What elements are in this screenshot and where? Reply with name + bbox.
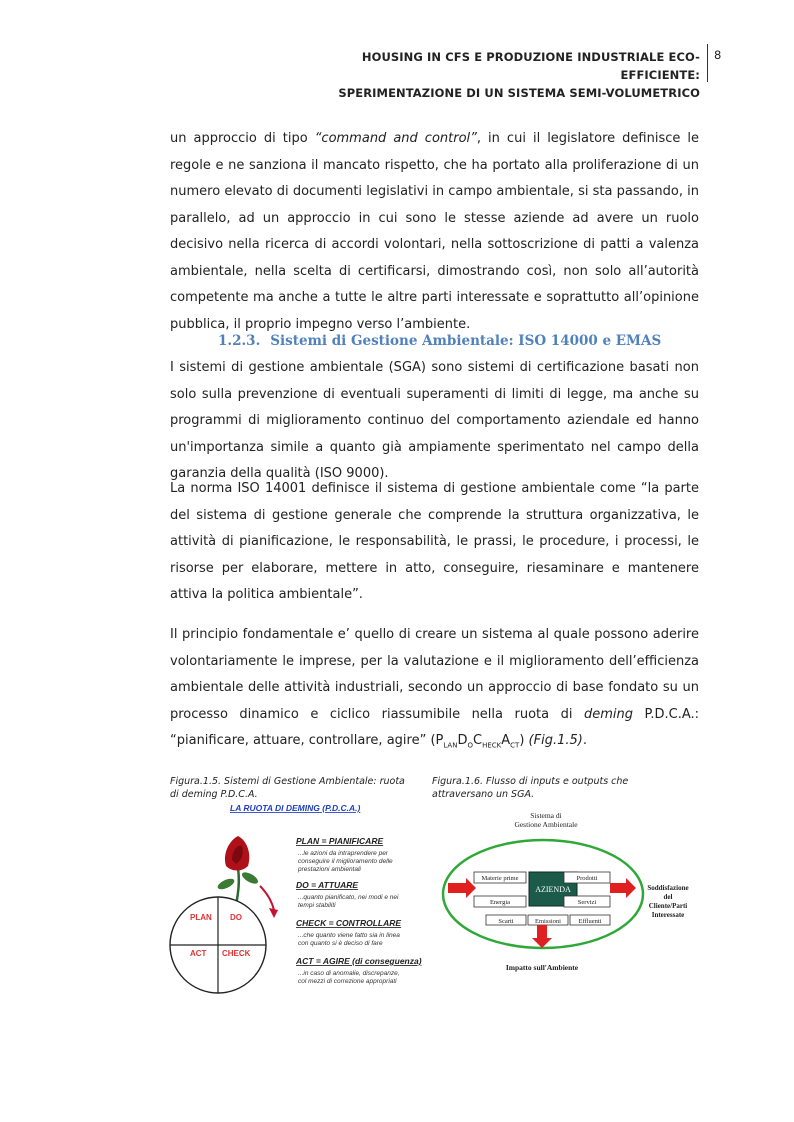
waste-label: Emissioni — [534, 918, 562, 925]
text: , in cui il legislatore definisce le regole e ne sanziona il mancato rispetto, che ha portato alla proliferazione di un numero elevato di documenti legislativi in campo ambientale, si sta passando, in parallelo, ad un approccio in cui sono le stesse aziende ad avere un ruolo decisivo nella ricerca di accordi volontari, nella sottoscrizione di patti a valenza ambientale, nella scelta di certificarsi, dimostrando così, non solo all’autorità competente ma anche a tutte le altre parti interessate e soprattutto all’opinione pubblica, il proprio impegno verso l’ambiente. — [170, 131, 699, 332]
leaf-icon — [240, 870, 260, 886]
satisfaction-label: Interessate — [651, 911, 685, 919]
emphasis: “command and control” — [314, 131, 477, 146]
section-title: Sistemi di Gestione Ambientale: ISO 14000 e EMAS — [270, 333, 662, 349]
output-label: Servizi — [577, 899, 597, 906]
arrow-head-icon — [269, 908, 278, 918]
satisfaction-label: Cliente/Parti — [648, 902, 688, 910]
satisfaction-label: Soddisfazione — [647, 884, 689, 892]
text: Il principio fondamentale e’ quello di creare un sistema al quale possono aderire volontariamente le imprese, per la valutazione e il miglioramento dell’efficienza ambientale delle attività industriali, secondo un approccio di base fondato su un processo dinamico e ciclico riassumibile nella ruota di — [170, 627, 699, 722]
text: P.D.C.A.: “pianificare, attuare, controllare, agire” (P — [170, 706, 699, 748]
wheel-do: DO — [230, 913, 242, 922]
diagram-title: Sistema di — [530, 811, 562, 820]
satisfaction-label: del — [663, 893, 673, 901]
waste-label: Effluenti — [578, 918, 602, 925]
figure-sga-flow — [440, 808, 700, 978]
legend-check-body: con quanto si è deciso di fare — [298, 940, 383, 947]
legend-check-head: CHECK = CONTROLLARE — [296, 918, 402, 928]
legend-plan-body: prestazioni ambientali — [298, 866, 361, 873]
legend-do-body: tempi stabiliti — [298, 902, 336, 909]
page-number: 8 — [714, 48, 722, 62]
rotation-arrow — [260, 886, 274, 910]
azienda-label: AZIENDA — [535, 885, 571, 894]
figure-deming-wheel — [168, 798, 430, 996]
impact-label: Impatto sull'Ambiente — [505, 963, 579, 972]
paragraph-iso14001: La norma ISO 14001 definisce il sistema di gestione ambientale come “la parte del sistema di gestione generale che comprende la struttura organizzativa, le attività di pianificazione, le responsabilità, le prassi, le procedure, i processi, le risorse per elaborare, mettere in atto, conseguire, riesaminare e mantenere attiva la politica ambientale”. — [170, 481, 699, 602]
paragraph-principle — [170, 622, 699, 759]
pdca-legend — [295, 836, 422, 985]
wheel-check: CHECK — [222, 949, 251, 958]
text: . — [582, 733, 587, 748]
running-header — [300, 48, 700, 102]
input-label: Materie prime — [481, 875, 519, 882]
legend-do-body: ...quanto pianificato, nei modi e nei — [298, 894, 399, 901]
arrow-head-icon — [532, 938, 552, 948]
header-line-2: SPERIMENTAZIONE DI UN SISTEMA SEMI-VOLUMETRICO — [338, 86, 700, 100]
subscript: LAN — [443, 741, 458, 750]
legend-act-head: ACT = AGIRE (di conseguenza) — [296, 956, 422, 966]
wheel-act: ACT — [190, 949, 207, 958]
legend-do-head: DO = ATTUARE — [296, 880, 359, 890]
legend-plan-body: ...le azioni da intraprendere per — [298, 850, 388, 857]
legend-act-body: col mezzi di correzione appropriati — [298, 978, 397, 985]
legend-plan-head: PLAN = PIANIFICARE — [296, 836, 384, 846]
arrow-head-icon — [626, 878, 636, 898]
section-heading — [218, 333, 661, 349]
impact-arrow — [537, 925, 547, 939]
output-arrow — [610, 883, 626, 893]
paragraph-intro — [170, 126, 699, 338]
figure-title: LA RUOTA DI DEMING (P.D.C.A.) — [230, 803, 361, 813]
text: un approccio di tipo — [170, 131, 315, 146]
legend-plan-body: conseguire il miglioramento delle — [298, 858, 393, 865]
output-label: Prodotti — [576, 875, 598, 882]
leaf-icon — [216, 877, 236, 892]
text: A — [501, 733, 511, 748]
text: C — [472, 733, 483, 748]
figure-1-6-caption: Figura.1.6. Flusso di inputs e outputs che attraversano un SGA. — [432, 776, 629, 800]
legend-check-body: ...che quanto viene fatto sia in linea — [298, 932, 400, 939]
subscript: O — [467, 741, 473, 750]
figure-reference: (Fig.1.5) — [528, 733, 583, 748]
diagram-title: Gestione Ambientale — [514, 820, 578, 829]
input-label: Energia — [489, 899, 511, 906]
figure-1-5-caption: Figura.1.5. Sistemi di Gestione Ambientale: ruota di deming P.D.C.A. — [170, 776, 405, 800]
subscript: HECK — [482, 741, 502, 750]
header-divider — [707, 44, 708, 82]
emphasis: deming — [583, 706, 634, 722]
paragraph-sga: I sistemi di gestione ambientale (SGA) sono sistemi di certificazione basati non solo sulla prevenzione di eventuali superamenti di limiti di legge, ma anche su programmi di miglioramento continuo del comportamento aziendale ed hanno un'importanza simile a quanto già ampiamente sperimentato nel campo della garanzia della qualità (ISO 9000). — [170, 360, 699, 481]
text: ) — [519, 733, 529, 748]
header-line-1: HOUSING IN CFS E PRODUZIONE INDUSTRIALE ECO-EFFICIENTE: — [361, 50, 700, 82]
text: D — [457, 733, 468, 748]
waste-label: Scarti — [498, 918, 514, 925]
wheel-plan: PLAN — [190, 913, 212, 922]
subscript: CT — [510, 741, 520, 750]
section-number: 1.2.3. — [218, 333, 261, 349]
input-arrow — [448, 883, 466, 893]
legend-act-body: ...in caso di anomalie, discrepanze, — [298, 970, 400, 977]
